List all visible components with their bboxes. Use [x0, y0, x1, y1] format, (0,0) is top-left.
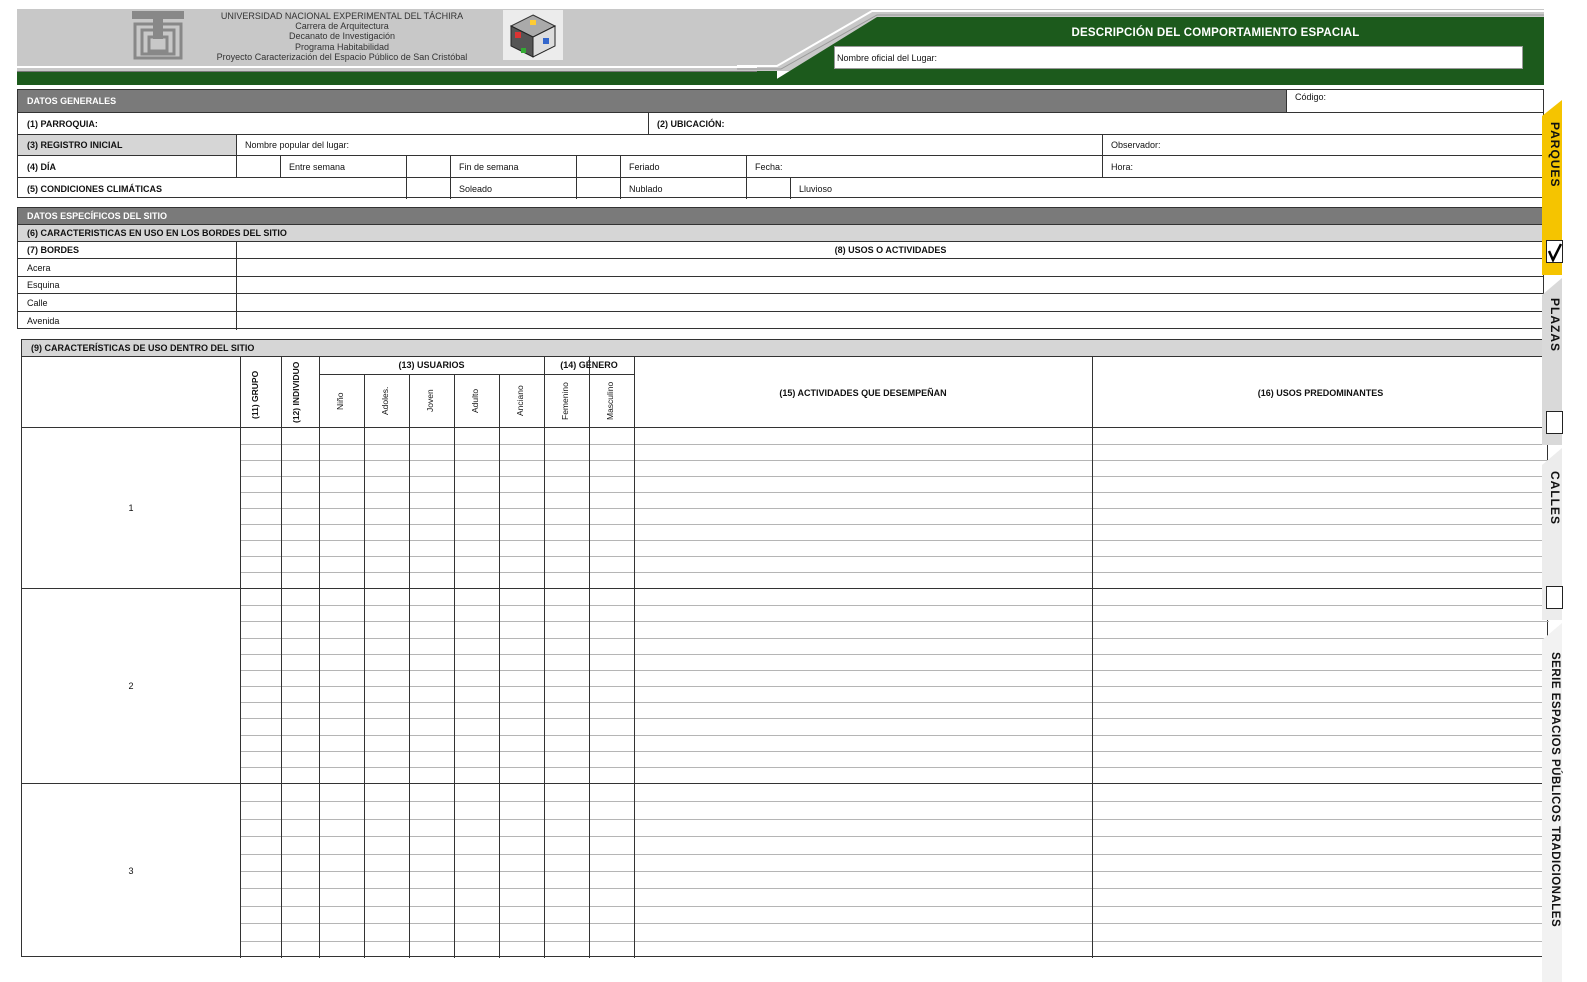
bordes-heading: (6) CARACTERISTICAS EN USO EN LOS BORDES DEL SITIO: [18, 225, 1543, 241]
grid-lines: [240, 428, 1549, 588]
fecha-field[interactable]: Fecha:: [755, 161, 783, 172]
soleado-label: Soleado: [459, 183, 493, 194]
code-label: Código:: [1295, 92, 1327, 102]
inside-block: [22, 783, 1547, 958]
inside-block: [22, 588, 1547, 783]
nombre-popular-field[interactable]: Nombre popular del lugar:: [245, 140, 350, 150]
usos-col-header: (8) USOS O ACTIVIDADES: [834, 245, 947, 255]
borde-label: Avenida: [27, 316, 60, 326]
lluvioso-label: Lluvioso: [799, 183, 833, 194]
tab-serie: [1542, 640, 1568, 940]
usuario-type-header: Adoles.: [380, 386, 390, 416]
inside-use-section: [21, 339, 1548, 957]
block-number: 3: [128, 866, 134, 876]
genero-type-header: Masculino: [605, 381, 615, 421]
hora-field[interactable]: Hora:: [1111, 161, 1134, 172]
form-title-band: [887, 22, 1544, 44]
usuario-type-header: Niño: [335, 392, 345, 410]
general-heading: DATOS GENERALES: [18, 90, 1286, 112]
inside-heading: (9) CARACTERÍSTICAS DE USO DENTRO DEL SITIO: [22, 340, 1547, 356]
usos-predominantes-header: (16) USOS PREDOMINANTES: [1257, 387, 1384, 398]
borde-usos-field[interactable]: [236, 277, 1545, 293]
header-green-strip: [17, 71, 777, 85]
general-data-section: [17, 89, 1544, 198]
tab-plazas[interactable]: [1542, 285, 1568, 365]
univ-line-2: Carrera de Arquitectura: [295, 21, 389, 32]
tab-calles-label: CALLES: [1548, 470, 1562, 525]
usuario-type-header: Adulto: [470, 388, 480, 414]
block-number: 2: [128, 681, 134, 691]
entre-semana-label: Entre semana: [289, 161, 346, 172]
grid-lines: [240, 589, 1549, 783]
official-name-label: Nombre oficial del Lugar:: [837, 53, 938, 63]
inside-block: [22, 427, 1547, 588]
univ-line-4: Programa Habitabilidad: [294, 41, 390, 52]
calles-checkbox[interactable]: [1546, 586, 1563, 609]
borde-usos-field[interactable]: [236, 312, 1545, 330]
actividades-header: (15) ACTIVIDADES QUE DESEMPEÑAN: [779, 387, 947, 398]
code-field[interactable]: [1286, 90, 1545, 112]
block-grid[interactable]: [240, 589, 1549, 783]
individuo-header: (12) INDIVIDUO: [291, 361, 301, 423]
registro-label: (3) REGISTRO INICIAL: [18, 135, 236, 155]
check-mark-icon: [1547, 241, 1562, 262]
tab-parques[interactable]: [1542, 110, 1568, 200]
usuario-type-header: Anciano: [515, 385, 525, 417]
serie-label: SERIE ESPACIOS PÚBLICOS TRADICIONALES: [1549, 652, 1561, 928]
borde-usos-field[interactable]: [236, 259, 1545, 276]
parques-checkbox[interactable]: [1546, 240, 1563, 263]
ubicacion-field[interactable]: (2) UBICACIÓN:: [657, 118, 725, 129]
observador-field[interactable]: Observador:: [1111, 140, 1161, 150]
grupo-header: (11) GRUPO: [250, 370, 260, 420]
specific-data-section: [17, 207, 1544, 329]
university-text: [187, 11, 497, 62]
usuario-type-header: Joven: [425, 389, 435, 413]
borde-row: [18, 311, 1543, 330]
feriado-label: Feriado: [629, 161, 660, 172]
genero-header: (14) GÉNERO: [560, 360, 618, 370]
usuarios-header: (13) USUARIOS: [398, 360, 465, 370]
block-number: 1: [128, 503, 134, 513]
tab-plazas-label: PLAZAS: [1548, 298, 1562, 352]
header-divider: [17, 66, 757, 72]
dia-label: (4) DÍA: [27, 161, 56, 172]
official-name-field[interactable]: [834, 46, 1523, 69]
borde-label: Esquina: [27, 280, 60, 290]
borde-row: [18, 258, 1543, 276]
nublado-label: Nublado: [629, 183, 663, 194]
borde-row: [18, 293, 1543, 311]
univ-line-3: Decanato de Investigación: [288, 31, 396, 42]
univ-line-1: UNIVERSIDAD NACIONAL EXPERIMENTAL DEL TÁCHIRA: [220, 11, 464, 21]
plazas-checkbox[interactable]: [1546, 411, 1563, 434]
grid-lines: [240, 784, 1549, 958]
tab-parques-label: PARQUES: [1548, 122, 1562, 188]
borde-label: Calle: [27, 297, 48, 308]
borde-label: Acera: [27, 262, 51, 273]
fin-semana-label: Fin de semana: [459, 161, 519, 172]
borde-usos-field[interactable]: [236, 294, 1545, 311]
cube-logo-icon: [503, 10, 563, 60]
genero-type-header: Femenino: [560, 382, 570, 420]
tab-calles[interactable]: [1542, 455, 1568, 540]
block-grid[interactable]: [240, 784, 1549, 958]
parroquia-field[interactable]: (1) PARROQUIA:: [27, 118, 98, 129]
bordes-col-header: (7) BORDES: [27, 245, 80, 255]
clima-label: (5) CONDICIONES CLIMÁTICAS: [27, 183, 162, 194]
univ-line-5: Proyecto Caracterización del Espacio Público de San Cristóbal: [216, 51, 468, 62]
borde-row: [18, 276, 1543, 293]
inside-table-header: [22, 356, 1547, 427]
specific-heading: DATOS ESPECÍFICOS DEL SITIO: [18, 208, 1543, 224]
block-grid[interactable]: [240, 428, 1549, 588]
form-title: DESCRIPCIÓN DEL COMPORTAMIENTO ESPACIAL: [1071, 27, 1360, 39]
university-logo-icon: [131, 10, 185, 60]
